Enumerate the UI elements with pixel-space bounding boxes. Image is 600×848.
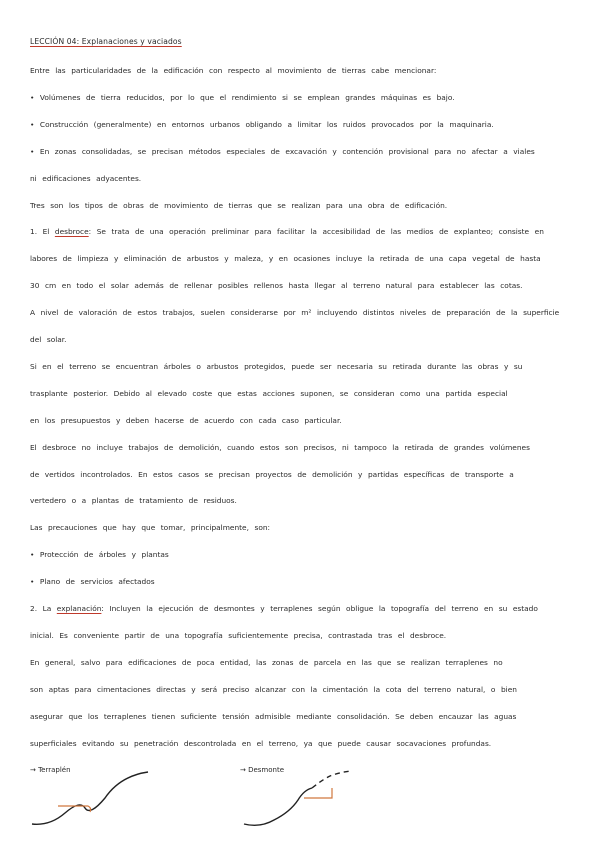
text-line xyxy=(30,658,503,668)
text-line xyxy=(30,362,522,372)
text-line xyxy=(30,631,446,641)
page-title: LECCIÓN 04: Explanaciones y vaciados xyxy=(30,37,182,46)
text-line xyxy=(30,416,342,426)
text-line-start: del solar. xyxy=(30,335,67,344)
text-line xyxy=(30,604,538,614)
text-line xyxy=(30,577,155,587)
text-line xyxy=(30,308,559,318)
text-line-start: • Volúmenes de tierra reducidos, por lo que el rendimiento si se emplean grandes máquinas es bajo. xyxy=(30,92,455,102)
text-line-start: en los presupuestos y deben hacerse de acuerdo con cada caso particular. xyxy=(30,415,342,425)
text-line-start: son aptas para cimentaciones directas y será preciso alcanzar con la cimentación la cota del terreno natural, o bien xyxy=(30,684,517,694)
text-line-start: • Plano de servicios afectados xyxy=(30,577,155,587)
text-line-start: 2. La xyxy=(30,604,57,613)
text-line xyxy=(30,281,522,291)
text-line xyxy=(30,739,491,749)
text-line-start: Entre las particularidades de la edificación con respecto al movimiento de tierras cabe mencionar: xyxy=(30,66,437,75)
highlighted-term: explanación xyxy=(56,604,102,613)
desmonte-label: → Desmonte xyxy=(240,766,285,774)
terraplen-diagram xyxy=(30,768,160,828)
text-line-start: • Construcción (generalmente) en entornos urbanos obligando a limitar los ruidos provocados por la maquinaria. xyxy=(30,119,494,129)
text-line xyxy=(30,496,237,506)
text-line xyxy=(30,712,516,722)
text-line-start: de vertidos incontrolados. En estos casos se precisan proyectos de demolición y partidas específicas de transporte a xyxy=(30,469,514,479)
text-line-start: trasplante posterior. Debido al elevado coste que estas acciones suponen, se consideran como una partida especial xyxy=(30,388,508,398)
text-line-start: labores de limpieza y eliminación de arbustos y maleza, y en ocasiones incluye la retirada de una capa vegetal de hasta xyxy=(30,254,541,264)
text-line-start: • En zonas consolidadas, se precisan métodos especiales de excavación y contención provisional para no afectar a viales xyxy=(30,146,535,156)
text-line xyxy=(30,147,535,157)
text-line xyxy=(30,443,530,453)
text-line xyxy=(30,120,494,130)
text-line-start: Tres son los tipos de obras de movimiento de tierras que se realizan para una obra de edificación. xyxy=(30,200,448,210)
terraplen-label: → Terraplén xyxy=(30,766,71,774)
text-line-start: ni edificaciones adyacentes. xyxy=(30,173,142,183)
text-line-start: El desbroce no incluye trabajos de demolición, cuando estos son precisos, ni tampoco la retirada de grandes volúmenes xyxy=(30,442,530,452)
text-line xyxy=(30,335,67,345)
text-line xyxy=(30,685,517,695)
desmonte-diagram xyxy=(240,768,370,830)
text-line-start: Si en el terreno se encuentran árboles o arbustos protegidos, puede ser necesaria su retirada durante las obras y su xyxy=(30,361,523,371)
text-line xyxy=(30,389,508,399)
text-line-rest: : Se trata de una operación preliminar para facilitar la accesibilidad de las medios de explanteo; consiste en xyxy=(88,227,544,237)
text-line-start: En general, salvo para edificaciones de poca entidad, las zonas de parcela en las que se realizan terraplenes no xyxy=(30,657,503,667)
text-line-start: superficiales evitando su penetración descontrolada en el terreno, ya que puede causar socavaciones profundas. xyxy=(30,738,492,748)
text-line-start: asegurar que los terraplenes tienen suficiente tensión admisible mediante consolidación. Se deben encauzar las aguas xyxy=(30,711,517,721)
text-line-start: 30 cm en todo el solar además de rellenar posibles rellenos hasta llegar al terreno natural para establecer las cotas. xyxy=(30,281,523,291)
text-line xyxy=(30,470,514,480)
text-line xyxy=(30,523,270,533)
text-line xyxy=(30,254,541,264)
text-line-start: • Protección de árboles y plantas xyxy=(30,550,169,560)
highlighted-term: desbroce xyxy=(54,227,89,237)
text-line-start: A nivel de valoración de estos trabajos, suelen considerarse por m² incluyendo distintos niveles de preparación de la superficie xyxy=(30,308,560,318)
text-line xyxy=(30,93,455,103)
text-line-rest: : Incluyen la ejecución de desmontes y terraplenes según obligue la topografía del terreno en su estado xyxy=(101,604,538,613)
text-line xyxy=(30,201,447,211)
text-line-start: Las precauciones que hay que tomar, principalmente, son: xyxy=(30,523,271,533)
text-line xyxy=(30,227,544,237)
text-line-start: inicial. Es conveniente partir de una topografía suficientemente precisa, contrastada tras el desbroce. xyxy=(30,630,447,640)
text-line xyxy=(30,174,141,184)
text-line-start: vertedero o a plantas de tratamiento de residuos. xyxy=(30,496,237,506)
text-line-start: 1. El xyxy=(30,227,55,237)
text-line xyxy=(30,66,436,76)
text-line xyxy=(30,550,169,560)
